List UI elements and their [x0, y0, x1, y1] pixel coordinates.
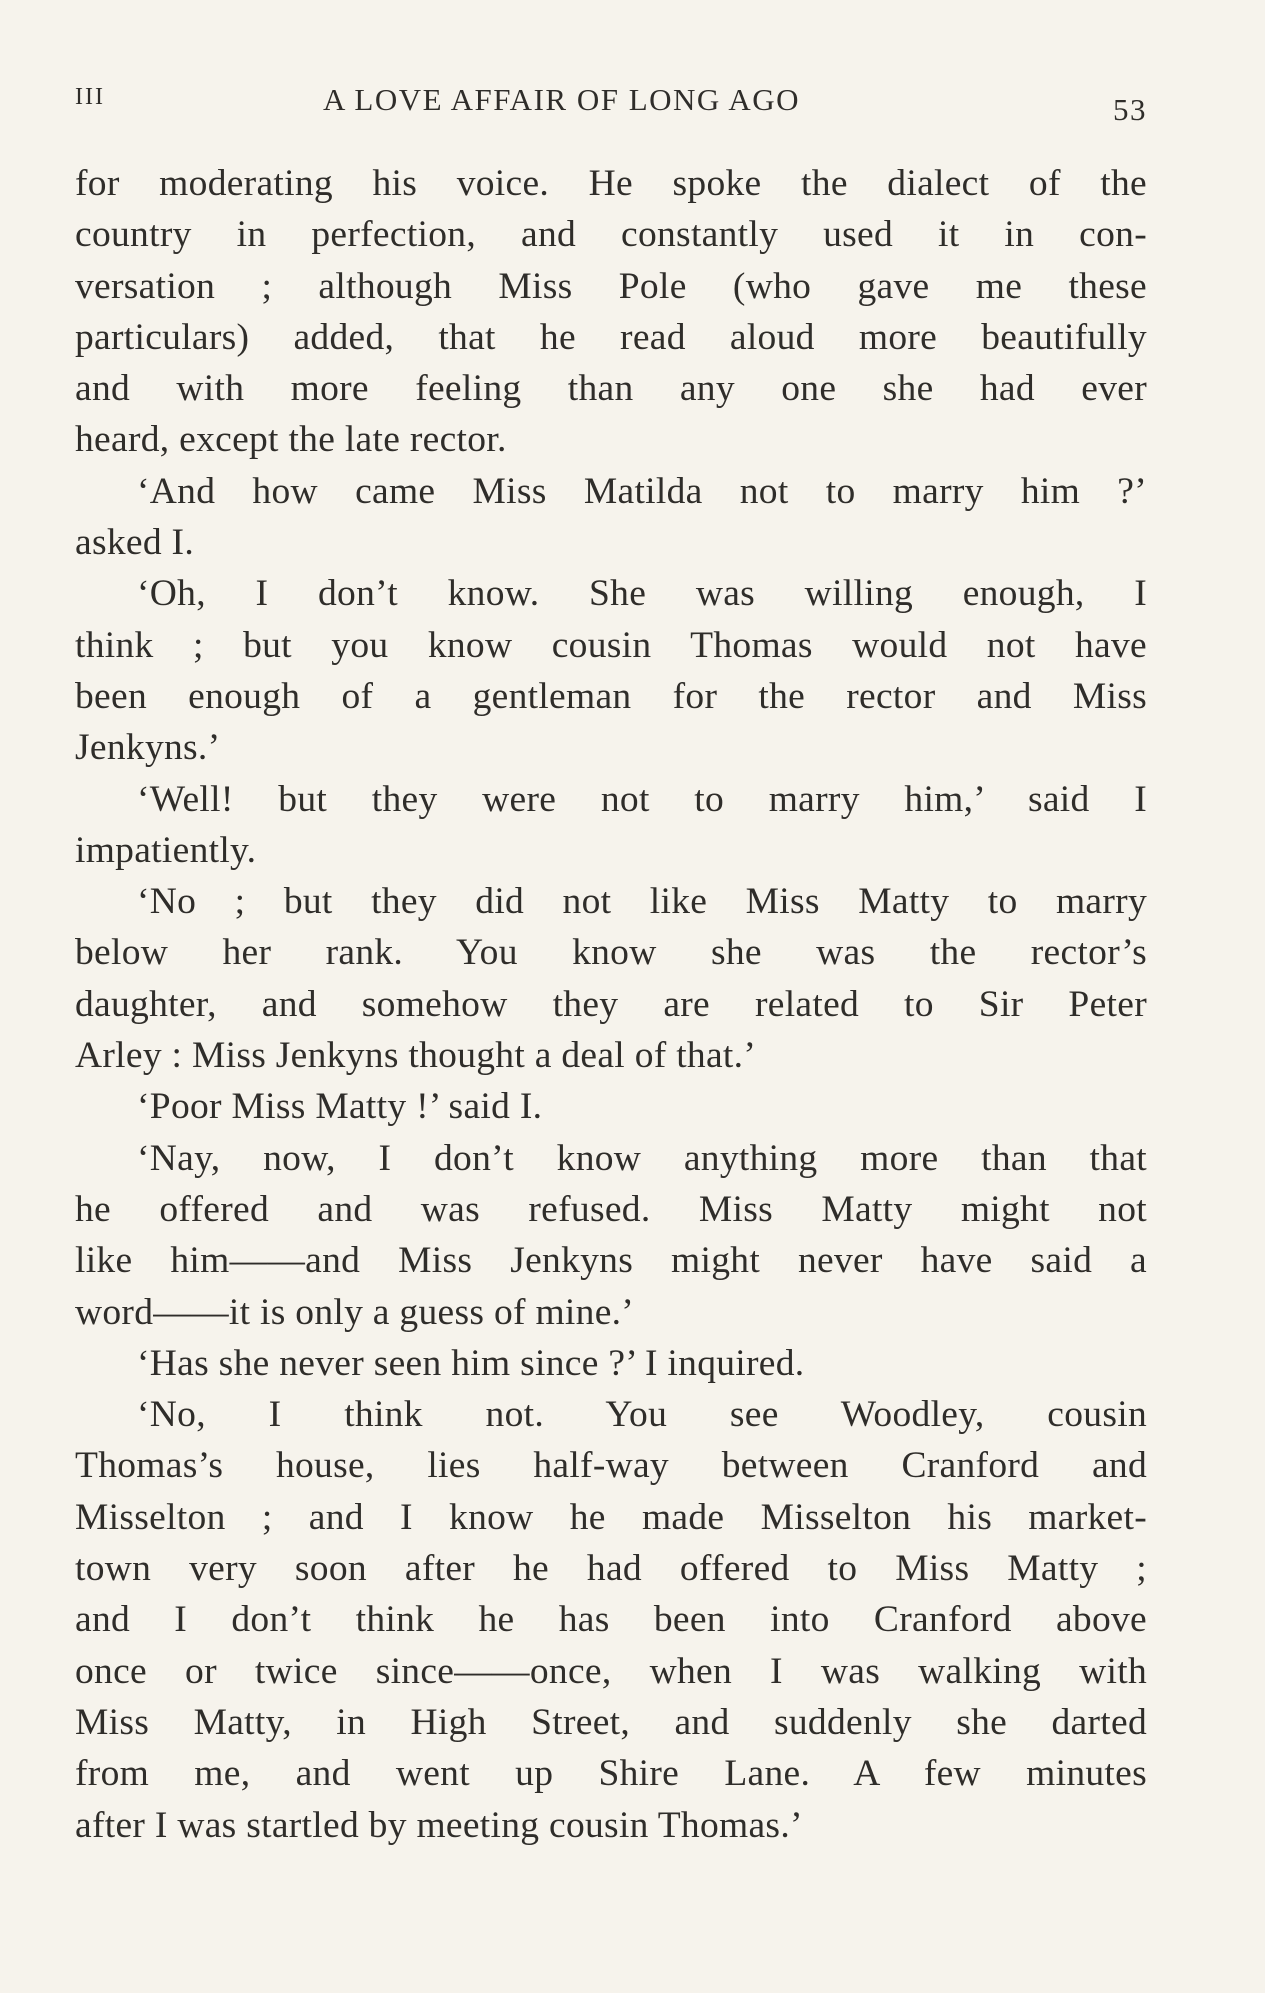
text-line: Thomas’s house, lies half-way between Cranford and	[75, 1445, 1147, 1487]
text-line: ‘Oh, I don’t know. She was willing enough, I	[137, 573, 1147, 615]
text-line: ‘Has she never seen him since ?’ I inquired.	[137, 1342, 805, 1384]
text-line: for moderating his voice. He spoke the dialect of the	[75, 163, 1147, 204]
text-line: versation ; although Miss Pole (who gave me these	[75, 265, 1147, 307]
text-line: from me, and went up Shire Lane. A few minutes	[75, 1753, 1147, 1795]
text-line: Miss Matty, in High Street, and suddenly she darted	[75, 1701, 1147, 1743]
text-line: ‘No ; but they did not like Miss Matty to marry	[137, 881, 1147, 923]
text-line: ‘Nay, now, I don’t know anything more than that	[137, 1137, 1147, 1179]
text-line: and I don’t think he has been into Cranford above	[75, 1599, 1147, 1641]
text-line: and with more feeling than any one she had ever	[75, 368, 1147, 410]
text-line: once or twice since——once, when I was walking with	[75, 1650, 1147, 1692]
text-line: ‘No, I think not. You see Woodley, cousin	[137, 1394, 1147, 1436]
text-line: ‘Well! but they were not to marry him,’ said I	[137, 778, 1147, 820]
text-line: Jenkyns.’	[75, 727, 221, 769]
text-line: asked I.	[75, 522, 195, 564]
text-line: town very soon after he had offered to Miss Matty ;	[75, 1548, 1147, 1590]
text-line: country in perfection, and constantly used it in con-	[75, 214, 1147, 256]
text-line: Misselton ; and I know he made Misselton his market-	[75, 1496, 1147, 1538]
text-line: particulars) added, that he read aloud more beautifully	[75, 316, 1147, 358]
text-line: word——it is only a guess of mine.’	[75, 1291, 635, 1333]
body-text	[75, 158, 1147, 1851]
text-line: like him——and Miss Jenkyns might never have said a	[75, 1240, 1147, 1282]
text-line: he offered and was refused. Miss Matty might not	[75, 1188, 1147, 1230]
text-line: Arley : Miss Jenkyns thought a deal of that.’	[75, 1035, 757, 1077]
text-line: heard, except the late rector.	[75, 419, 507, 461]
text-line: think ; but you know cousin Thomas would not have	[75, 624, 1147, 666]
page-number: 53	[1113, 92, 1147, 127]
text-line: ‘Poor Miss Matty !’ said I.	[137, 1086, 543, 1128]
text-line: daughter, and somehow they are related to Sir Peter	[75, 983, 1147, 1025]
text-line: impatiently.	[75, 829, 257, 871]
text-line: ‘And how came Miss Matilda not to marry him ?’	[137, 470, 1147, 512]
text-line: below her rank. You know she was the rector’s	[75, 932, 1147, 974]
text-line: after I was startled by meeting cousin Thomas.’	[75, 1804, 803, 1846]
chapter-title: A LOVE AFFAIR OF LONG AGO	[323, 82, 800, 117]
text-line: been enough of a gentleman for the rector and Miss	[75, 675, 1147, 717]
running-head	[75, 78, 1147, 128]
chapter-number: III	[75, 84, 105, 110]
